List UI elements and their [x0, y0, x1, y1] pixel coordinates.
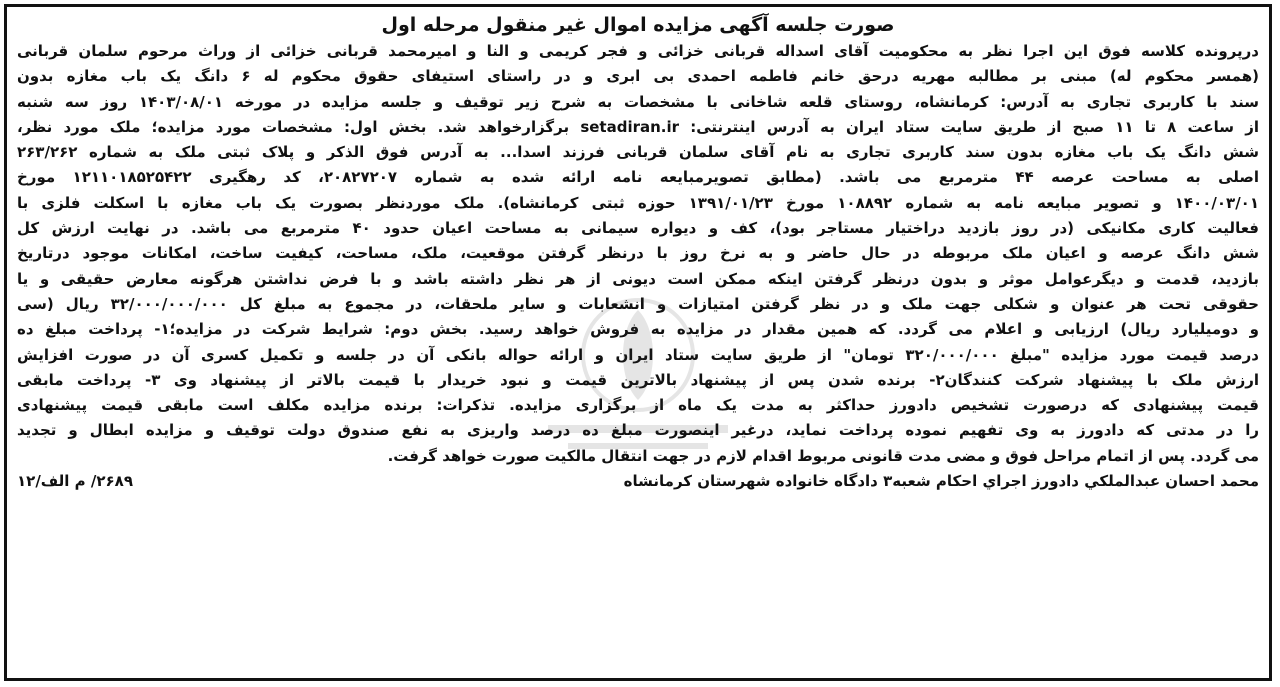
body-line-6: اصلی به مساحت عرصه ۴۴ مترمربع می باشد. (مطابق تصویرمبایعه نامه ارائه شده به شماره ۲۰۸۲۷۲۰۷، کد رهگیری ۱۲۱۱۰۱۸۵۲۵۴۲۲ مورخ — [17, 168, 1259, 187]
body-line-2: (همسر محکوم له) مبنی بر مطالبه مهریه درحق خانم فاطمه احمدی بی ابری و در راستای استیفای حقوق محکوم له ۶ دانگ یک باب مغازه بدون — [17, 67, 1259, 86]
body-line-7: ۱۴۰۰/۰۳/۰۱ و تصویر مبایعه نامه به شماره ۱۰۸۸۹۲ مورخ ۱۳۹۱/۰۱/۲۳ حوزه ثبتی کرمانشاه). ملک موردنظر بصورت یک باب مغازه با اسکلت فلزی با — [17, 193, 1259, 212]
body-line-15: قیمت پیشنهادی که درصورت تشخیص دادورز حداکثر به مدت یک ماه از برگزاری مزایده. تذکرات: برنده مزایده مکلف است مابقی قیمت پیشنهادی — [17, 396, 1259, 415]
body-line-8: فعالیت کاری مکانیکی (در روز بازدید دراختیار مستاجر بود)، کف و دیواره سیمانی به مساحت اعیان حدود ۴۰ مترمربع می باشد. در نهایت ارزش کل — [17, 219, 1259, 238]
body-line-14: ارزش ملک با پیشنهاد شرکت کنندگان۲- برنده شدن پس از پیشنهاد بالاترین قیمت و نبود خریدار با قیمت بالاتر از پیشنهاد وی ۳- پرداخت مابقی — [17, 370, 1259, 389]
body-line-10: بازدید، قدمت و دیگرعوامل موثر و بدون درنظر گرفتن اینکه ممکن است دیونی از هر نظر داشته باشد و با فرض نداشتن هرگونه معارض حقیقی و یا — [17, 269, 1259, 288]
notice-frame — [4, 4, 1272, 681]
body-line-4: از ساعت ۸ تا ۱۱ صبح از طریق سایت ستاد ایران به آدرس اینترنتی: setadiran.ir برگزارخواهد شد. بخش اول: مشخصات مورد مزایده؛ ملک مورد نظر، — [17, 117, 1259, 136]
body-line-11: حقوقی تحت هر عنوان و شکلی جهت ملک و در نظر گرفتن امتیازات و انشعابات و سایر ملحقات، در مجموع به مبلغ کل ۳۲/۰۰۰/۰۰۰/۰۰۰ ریال (سی — [17, 294, 1259, 313]
body-line-17: می گردد. پس از اتمام مراحل فوق و مضی مدت قانونی مربوط اقدام لازم در جهت انتقال مالکیت صورت خواهد گرفت. — [387, 446, 1259, 465]
body-line-12: و دومیلیارد ریال) ارزیابی و اعلام می گردد. که همین مقدار در مزایده به فروش خواهد رسید. بخش دوم: شرایط شرکت در مزایده؛۱- پرداخت مبلغ ده — [17, 320, 1259, 339]
body-line-1: درپرونده کلاسه فوق این اجرا نظر به محکومیت آقای اسداله قربانی خزائی و فجر کریمی و النا و امیرمحمد قربانی خزائی از وراث مرحوم سلمان قربانی — [17, 42, 1259, 60]
reference-number: ۲۶۸۹/ م الف/۱۲ — [17, 472, 133, 491]
notice-body — [13, 39, 1263, 469]
notice-footer — [13, 469, 1263, 494]
notice-title: صورت جلسه آگهی مزایده اموال غیر منقول مرحله اول — [381, 14, 895, 36]
body-line-5: شش دانگ یک باب مغازه بدون سند کاربری تجاری به نام آقای سلمان قربانی فرزند اسدا... به آدرس فوق الذکر و پلاک ثبتی ملک به شماره ۲۶۳/۲۶۲ — [17, 143, 1259, 162]
notice-content — [13, 13, 1263, 672]
body-line-16: را در مدتی که دادورز به وی تفهیم نموده پرداخت نماید، درغیر اینصورت مبلغ ده درصد واریزی به نفع صندوق دولت توقیف و مزایده ابطال و تجدید — [17, 421, 1259, 440]
body-line-13: درصد قیمت مورد مزایده "مبلغ ۳۲۰/۰۰۰/۰۰۰ تومان" از طریق سایت ستاد ایران و ارائه حواله بانکی آن در جلسه و تکمیل کسری آن در صورت افزایش — [17, 345, 1259, 364]
body-line-3: سند با کاربری تجاری به آدرس: کرمانشاه، روستای قلعه شاخانی با مشخصات به شرح زیر توقیف و جلسه مزایده در مورخه ۱۴۰۳/۰۸/۰۱ روز سه شنبه — [17, 92, 1259, 111]
signature-line: محمد احسان عبدالملکي دادورز اجراي احكام شعبه۳ دادگاه خانواده شهرستان کرمانشاه — [623, 472, 1259, 491]
body-line-9: شش دانگ عرصه و اعیان ملک مربوطه در حال حاضر و به نرخ روز با درنظر گرفتن موقعیت، ملک، مساحت، کیفیت ساخت، امکانات موجود درتاریخ — [17, 244, 1259, 263]
